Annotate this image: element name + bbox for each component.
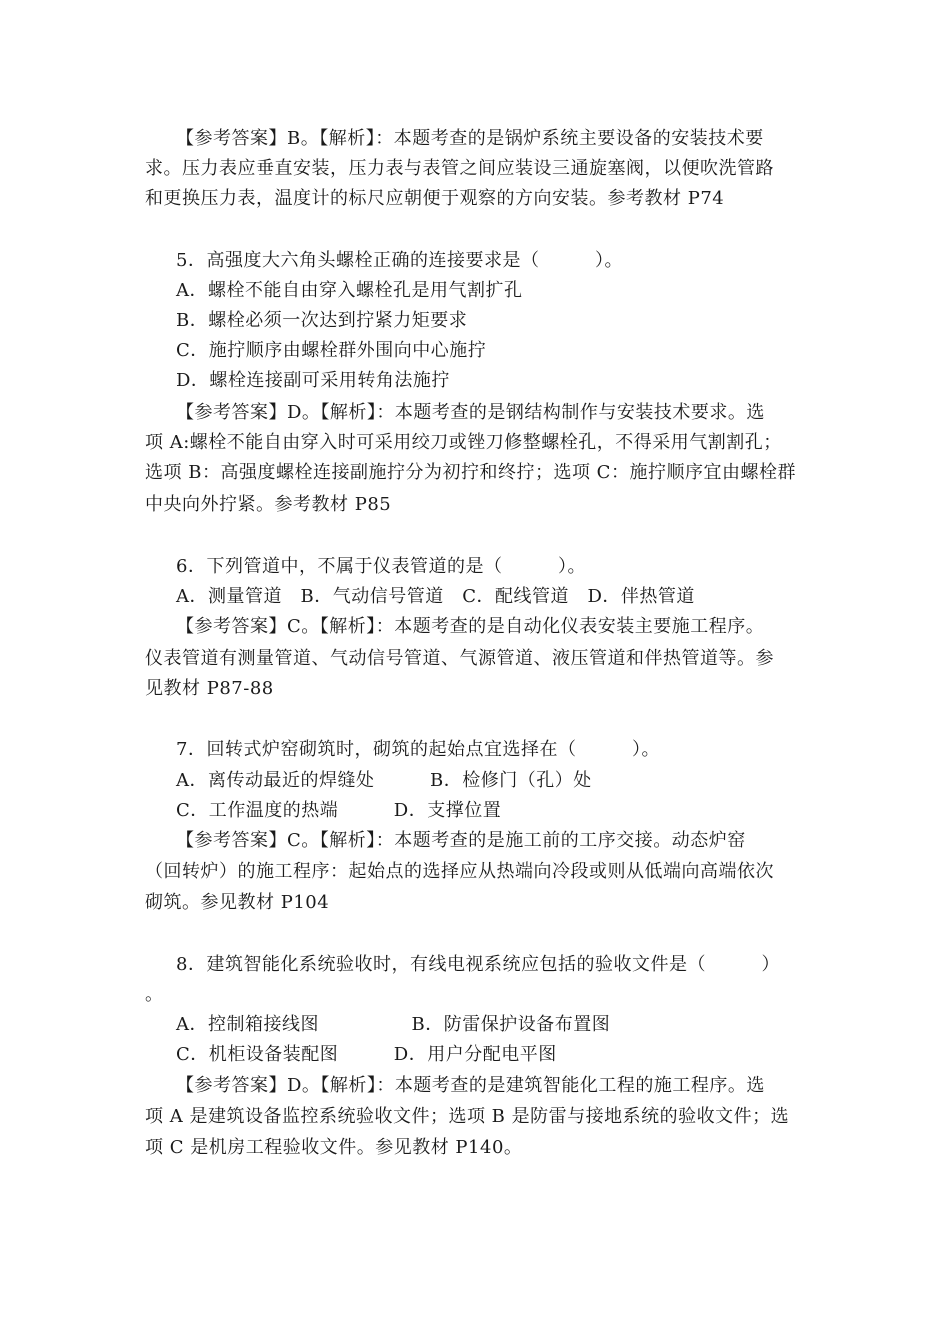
question-7-options-cd: C．工作温度的热端 D．支撑位置 <box>176 800 502 821</box>
question-8: 8．建筑智能化系统验收时，有线电视系统应包括的验收文件是（ ） <box>176 954 780 975</box>
answer-5-line-2: 项 A:螺栓不能自由穿入时可采用绞刀或锉刀修整螺栓孔，不得采用气割割孔； <box>145 432 782 453</box>
answer-7-line-1: 【参考答案】C。【解析】：本题考查的是施工前的工序交接。动态炉窑 <box>176 830 746 851</box>
answer-5-line-3: 选项 B：高强度螺栓连接副施拧分为初拧和终拧；选项 C：施拧顺序宜由螺栓群 <box>145 462 796 483</box>
question-8-options-ab: A．控制箱接线图 B．防雷保护设备布置图 <box>176 1014 611 1035</box>
answer-7-line-3: 砌筑。参见教材 P104 <box>145 892 330 913</box>
answer-4-line-1: 【参考答案】B。【解析】：本题考查的是锅炉系统主要设备的安装技术要 <box>176 128 764 149</box>
answer-7-line-2: （回转炉）的施工程序：起始点的选择应从热端向冷段或则从低端向高端依次 <box>145 861 774 882</box>
question-5-option-b: B．螺栓必须一次达到拧紧力矩要求 <box>176 310 468 331</box>
question-7-options-ab: A．离传动最近的焊缝处 B．检修门（孔）处 <box>176 770 592 791</box>
question-8-continuation: 。 <box>145 984 164 1005</box>
answer-6-line-2: 仪表管道有测量管道、气动信号管道、气源管道、液压管道和伴热管道等。参 <box>145 648 774 669</box>
answer-8-line-1: 【参考答案】D。【解析】：本题考查的是建筑智能化工程的施工程序。选 <box>176 1075 765 1096</box>
answer-4-line-3: 和更换压力表，温度计的标尺应朝便于观察的方向安装。参考教材 P74 <box>145 188 725 209</box>
answer-5-line-1: 【参考答案】D。【解析】：本题考查的是钢结构制作与安装技术要求。选 <box>176 402 765 423</box>
question-5-option-d: D．螺栓连接副可采用转角法施拧 <box>176 370 450 391</box>
question-5-option-a: A．螺栓不能自由穿入螺栓孔是用气割扩孔 <box>176 280 523 301</box>
answer-6-line-1: 【参考答案】C。【解析】：本题考查的是自动化仪表安装主要施工程序。 <box>176 616 765 637</box>
answer-8-line-3: 项 C 是机房工程验收文件。参见教材 P140。 <box>145 1137 523 1158</box>
answer-4-line-2: 求。压力表应垂直安装，压力表与表管之间应装设三通旋塞阀，以便吹洗管路 <box>145 158 774 179</box>
answer-5-line-4: 中央向外拧紧。参考教材 P85 <box>145 494 392 515</box>
question-6-options: A．测量管道 B．气动信号管道 C．配线管道 D．伴热管道 <box>176 586 695 607</box>
answer-8-line-2: 项 A 是建筑设备监控系统验收文件；选项 B 是防雷与接地系统的验收文件；选 <box>145 1106 790 1127</box>
answer-6-line-3: 见教材 P87-88 <box>145 678 274 699</box>
question-6: 6．下列管道中，不属于仪表管道的是（ ）。 <box>176 556 586 577</box>
question-8-options-cd: C．机柜设备装配图 D．用户分配电平图 <box>176 1044 557 1065</box>
question-7: 7．回转式炉窑砌筑时，砌筑的起始点宜选择在（ ）。 <box>176 739 660 760</box>
question-5: 5．高强度大六角头螺栓正确的连接要求是（ ）。 <box>176 250 623 271</box>
question-5-option-c: C．施拧顺序由螺栓群外围向中心施拧 <box>176 340 487 361</box>
